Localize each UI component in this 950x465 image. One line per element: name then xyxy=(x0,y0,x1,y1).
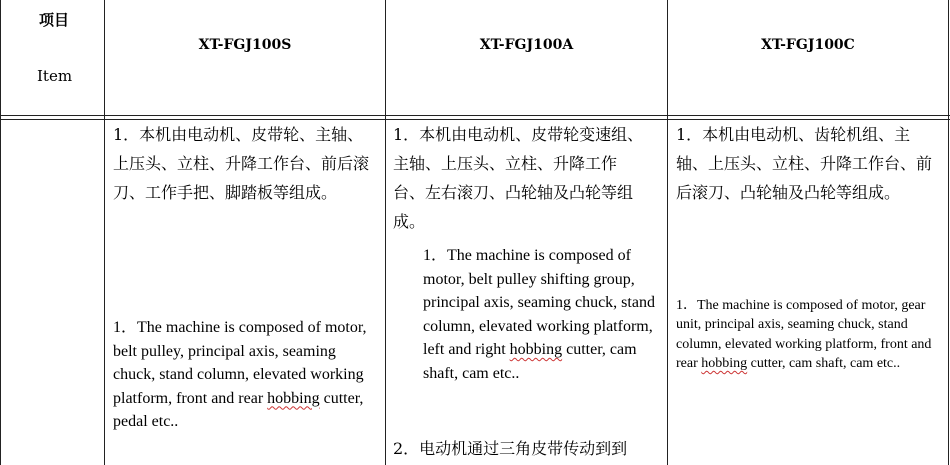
table-border-right xyxy=(948,0,949,465)
model-header-c: XT-FGJ100C xyxy=(761,37,855,53)
column-divider xyxy=(385,0,386,465)
column-divider xyxy=(667,0,668,465)
model-header-a: XT-FGJ100A xyxy=(479,37,574,53)
spec-cell-s xyxy=(113,120,379,465)
desc-en-a: 1．The machine is composed of motor, belt pulley shifting group, principal axis, seaming chuck, stand column, elevated working platform, left and right hobbing cutter, cam shaft, cam etc.. xyxy=(423,247,655,382)
spec-cell-c xyxy=(676,120,938,465)
desc-en-s: 1．The machine is composed of motor, belt pulley, principal axis, seaming chuck, stand column, elevated working platform, front and rear hobbing cutter, pedal etc.. xyxy=(113,319,367,430)
spell-flag: hobbing xyxy=(509,341,563,358)
spell-flag: hobbing xyxy=(267,389,320,407)
column-divider xyxy=(104,0,105,465)
item-label-en: Item xyxy=(37,67,73,85)
desc-cn-s: 1．本机由电动机、皮带轮、主轴、上压头、立柱、升降工作台、前后滚刀、工作手把、脚踏板等组成。 xyxy=(113,125,370,202)
spec-cell-a xyxy=(393,120,663,465)
spell-flag: hobbing xyxy=(701,356,748,372)
desc-en-c: 1．The machine is composed of motor, gear unit, principal axis, seaming chuck, stand column, elevated working platform, front and rear hobbing cutter, cam shaft, cam etc.. xyxy=(676,298,932,372)
row-divider xyxy=(0,115,950,116)
item-label-cn: 项目 xyxy=(39,11,70,29)
header-item-cell xyxy=(1,0,104,115)
desc-cn-c: 1．本机由电动机、齿轮机组、主轴、上压头、立柱、升降工作台、前后滚刀、凸轮轴及凸轮等组成。 xyxy=(676,125,933,202)
desc-cn2-a: 2．电动机通过三角皮带传动到到 xyxy=(393,439,628,458)
model-header-s: XT-FGJ100S xyxy=(198,37,292,53)
desc-cn-a: 1．本机由电动机、皮带轮变速组、主轴、上压头、立柱、升降工作台、左右滚刀、凸轮轴及凸轮等组成。 xyxy=(393,125,644,231)
